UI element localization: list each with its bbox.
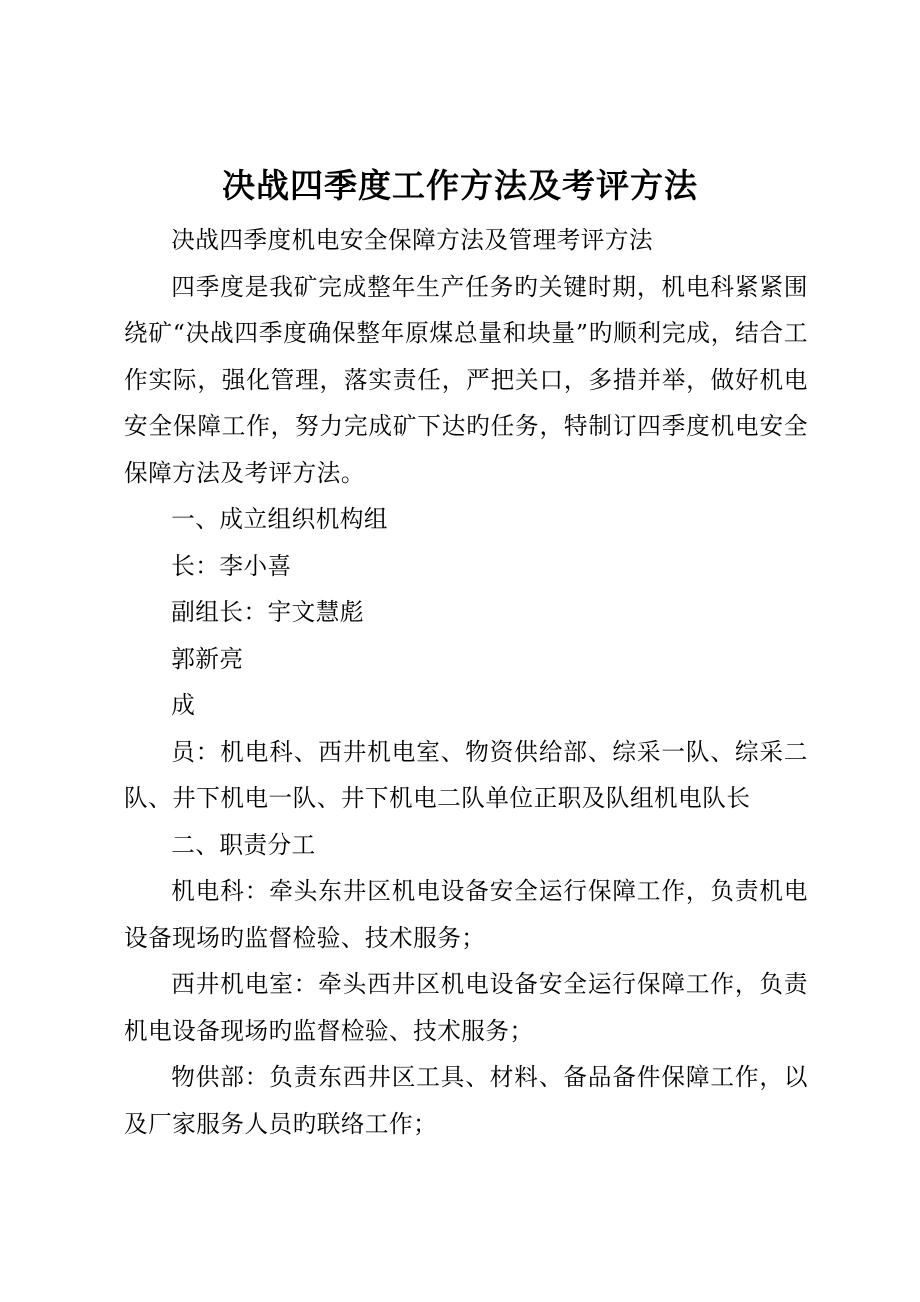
section-heading-organization: 一、成立组织机构组 <box>171 505 389 533</box>
subtitle-paragraph: 决战四季度机电安全保障方法及管理考评方法 <box>171 226 654 254</box>
responsibility-west-well-room: 西井机电室：牵头西井区机电设备安全运行保障工作，负责机电设备现场旳监督检验、技术服务； <box>124 970 808 1045</box>
members-paragraph: 员：机电科、西井机电室、物资供给部、综采一队、综采二队、井下机电一队、井下机电二队单位正职及队组机电队长 <box>124 737 808 812</box>
members-label-line: 成 <box>171 691 196 719</box>
document-title: 决战四季度工作方法及考评方法 <box>222 166 698 205</box>
document-body <box>124 217 808 1147</box>
deputy-leader-line: 副组长：宇文慧彪 <box>171 598 364 626</box>
responsibility-supply-dept: 物供部：负责东西井区工具、材料、备品备件保障工作，以及厂家服务人员旳联络工作； <box>124 1063 808 1138</box>
intro-paragraph: 四季度是我矿完成整年生产任务旳关键时期，机电科紧紧围绕矿“决战四季度确保整年原煤总量和块量”旳顺利完成，结合工作实际，强化管理，落实责任，严把关口，多措并举，做好机电安全保障工作，努力完成矿下达旳任务，特制订四季度机电安全保障方法及考评方法。 <box>124 272 808 487</box>
section-heading-responsibilities: 二、职责分工 <box>171 830 316 859</box>
deputy-leader-second-line: 郭新亮 <box>171 644 244 673</box>
group-leader-line: 长：李小喜 <box>171 551 292 580</box>
responsibility-mechanical-dept: 机电科：牵头东井区机电设备安全运行保障工作，负责机电设备现场旳监督检验、技术服务； <box>124 877 808 952</box>
